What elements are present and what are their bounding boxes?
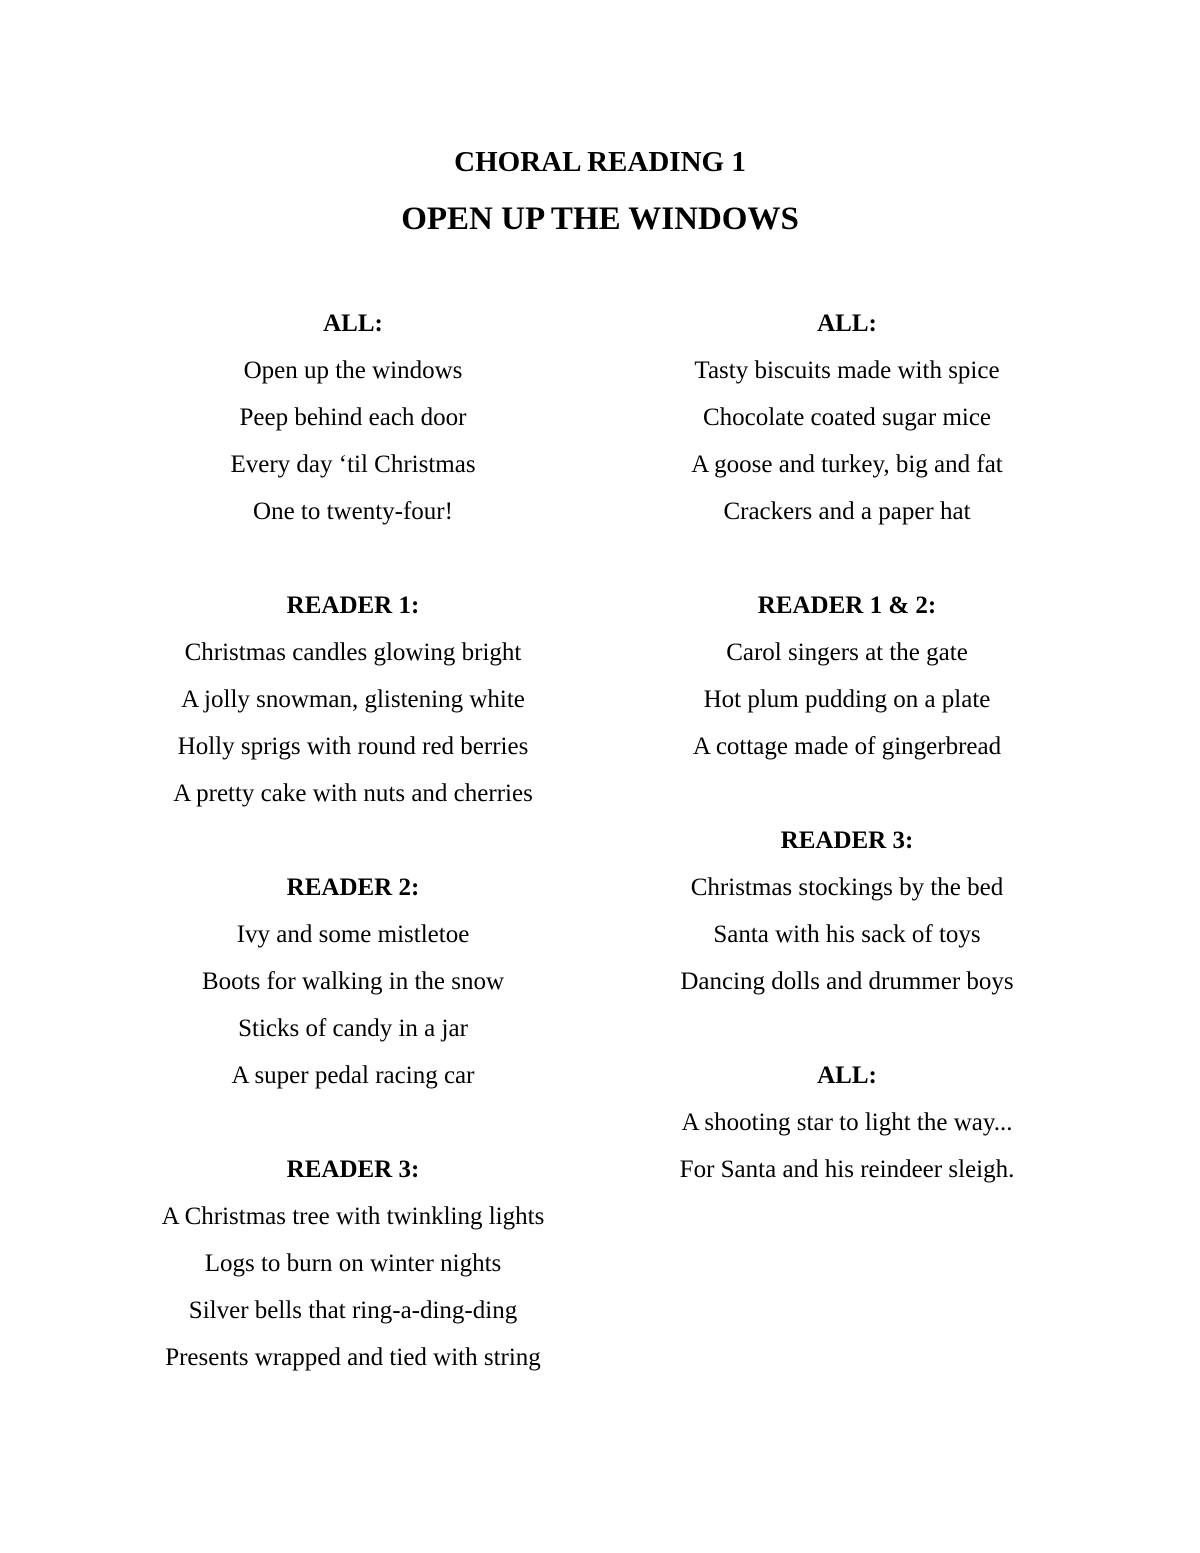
verse-line: Carol singers at the gate <box>726 639 968 666</box>
verse-line: A super pedal racing car <box>231 1062 475 1089</box>
speaker-label: READER 3: <box>286 1156 420 1183</box>
verse-line: Sticks of candy in a jar <box>238 1015 468 1042</box>
speaker-label: READER 3: <box>780 827 914 854</box>
right-column <box>597 300 1097 1193</box>
speaker-label: READER 1: <box>286 592 420 619</box>
verse-line: Santa with his sack of toys <box>713 921 981 948</box>
stanza-reader-2 <box>103 864 603 1099</box>
verse-line: Peep behind each door <box>239 404 467 431</box>
speaker-label: READER 2: <box>286 874 420 901</box>
verse-line: Ivy and some mistletoe <box>236 921 470 948</box>
verse-line: Open up the windows <box>243 357 463 384</box>
verse-line: A pretty cake with nuts and cherries <box>173 780 533 807</box>
verse-line: One to twenty-four! <box>253 498 453 525</box>
verse-line: Silver bells that ring-a-ding-ding <box>188 1297 518 1324</box>
stanza-reader-3-right <box>597 817 1097 1005</box>
verse-line: Boots for walking in the snow <box>201 968 505 995</box>
speaker-label: ALL: <box>323 310 383 337</box>
verse-line: Christmas candles glowing bright <box>184 639 522 666</box>
verse-line: Christmas stockings by the bed <box>690 874 1004 901</box>
speaker-label: READER 1 & 2: <box>757 592 937 619</box>
verse-line: Logs to burn on winter nights <box>204 1250 502 1277</box>
document-title: OPEN UP THE WINDOWS <box>401 201 799 237</box>
verse-line: Dancing dolls and drummer boys <box>680 968 1014 995</box>
stanza-reader-3 <box>103 1146 603 1381</box>
speaker-label: ALL: <box>817 1062 877 1089</box>
verse-line: Tasty biscuits made with spice <box>694 357 1000 384</box>
stanza-reader-1-and-2 <box>597 582 1097 770</box>
verse-line: A jolly snowman, glistening white <box>181 686 525 713</box>
verse-line: Presents wrapped and tied with string <box>165 1344 541 1371</box>
document-subtitle: CHORAL READING 1 <box>454 146 746 178</box>
verse-line: A Christmas tree with twinkling lights <box>161 1203 545 1230</box>
left-column <box>103 300 603 1381</box>
verse-line: A shooting star to light the way... <box>681 1109 1013 1136</box>
verse-line: Every day ‘til Christmas <box>230 451 476 478</box>
verse-line: Holly sprigs with round red berries <box>177 733 529 760</box>
verse-line: For Santa and his reindeer sleigh. <box>679 1156 1015 1183</box>
verse-line: A goose and turkey, big and fat <box>691 451 1003 478</box>
stanza-all-1 <box>103 300 603 535</box>
verse-line: Chocolate coated sugar mice <box>702 404 992 431</box>
stanza-all-final <box>597 1052 1097 1193</box>
speaker-label: ALL: <box>817 310 877 337</box>
stanza-all-2 <box>597 300 1097 535</box>
stanza-reader-1 <box>103 582 603 817</box>
verse-line: A cottage made of gingerbread <box>692 733 1002 760</box>
verse-line: Hot plum pudding on a plate <box>703 686 991 713</box>
verse-line: Crackers and a paper hat <box>723 498 971 525</box>
